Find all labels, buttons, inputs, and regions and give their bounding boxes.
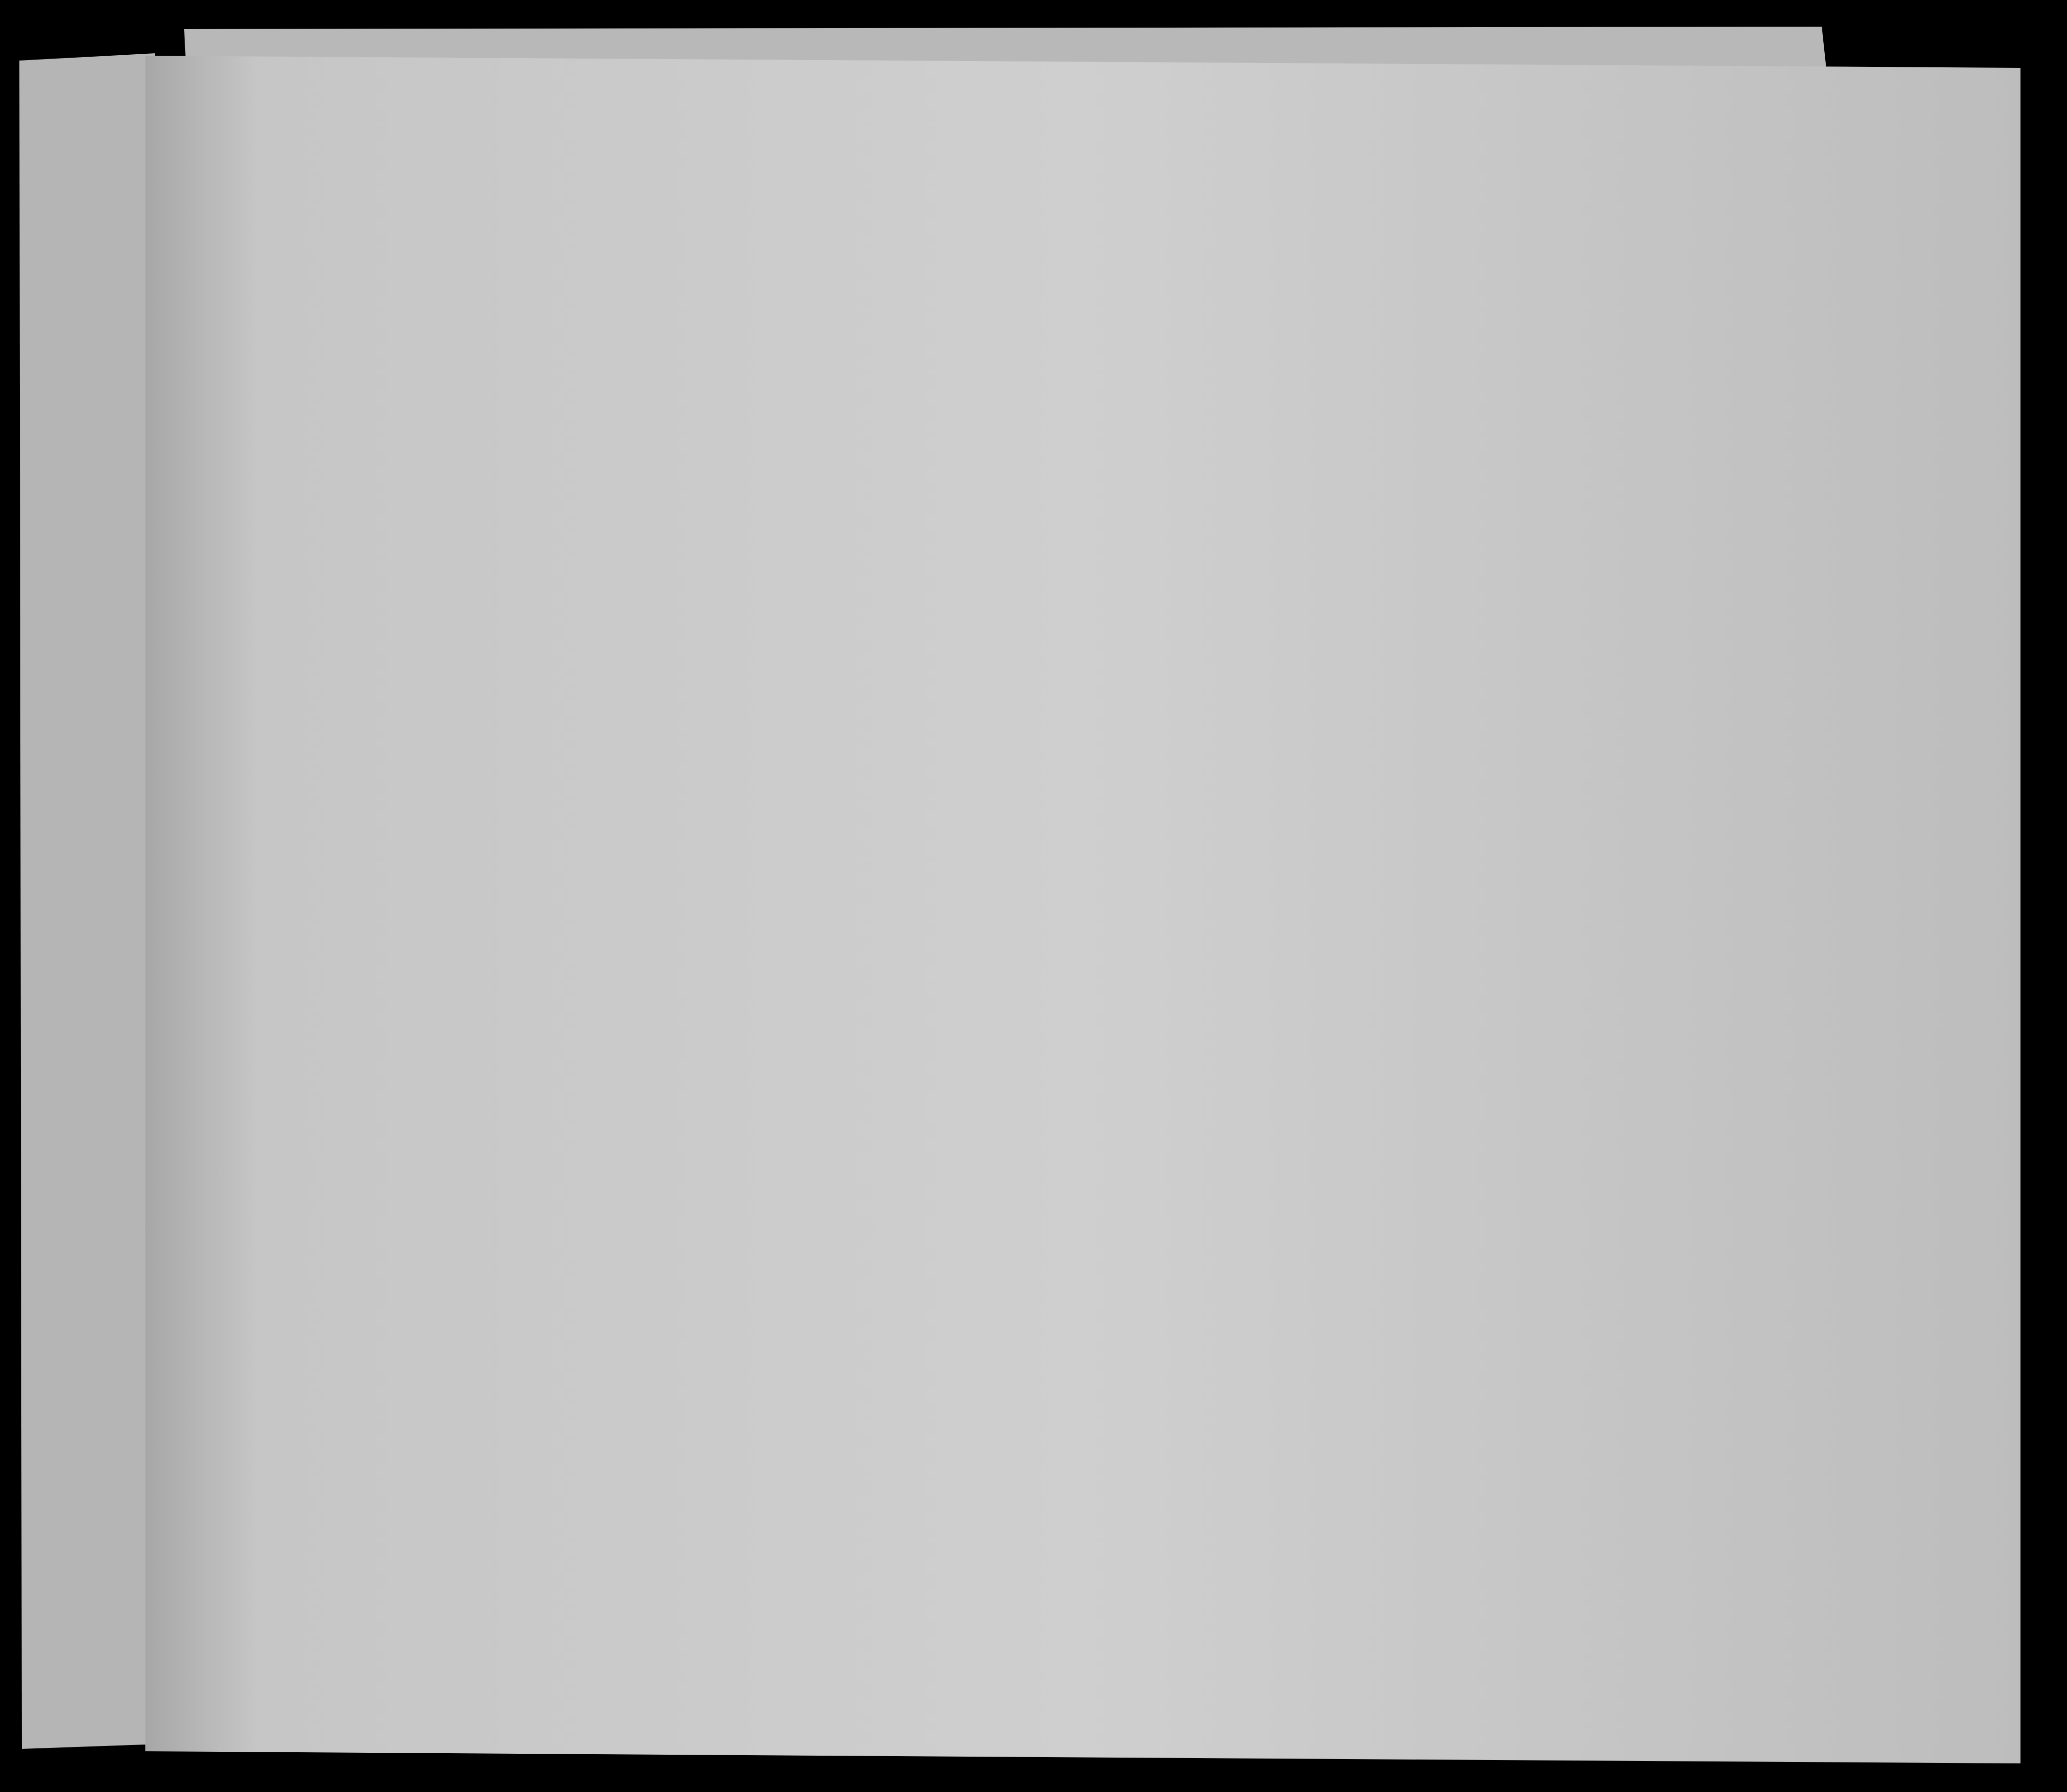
previous-page-fragment: [19, 53, 160, 1749]
manifest-sheet: [145, 56, 2020, 1763]
